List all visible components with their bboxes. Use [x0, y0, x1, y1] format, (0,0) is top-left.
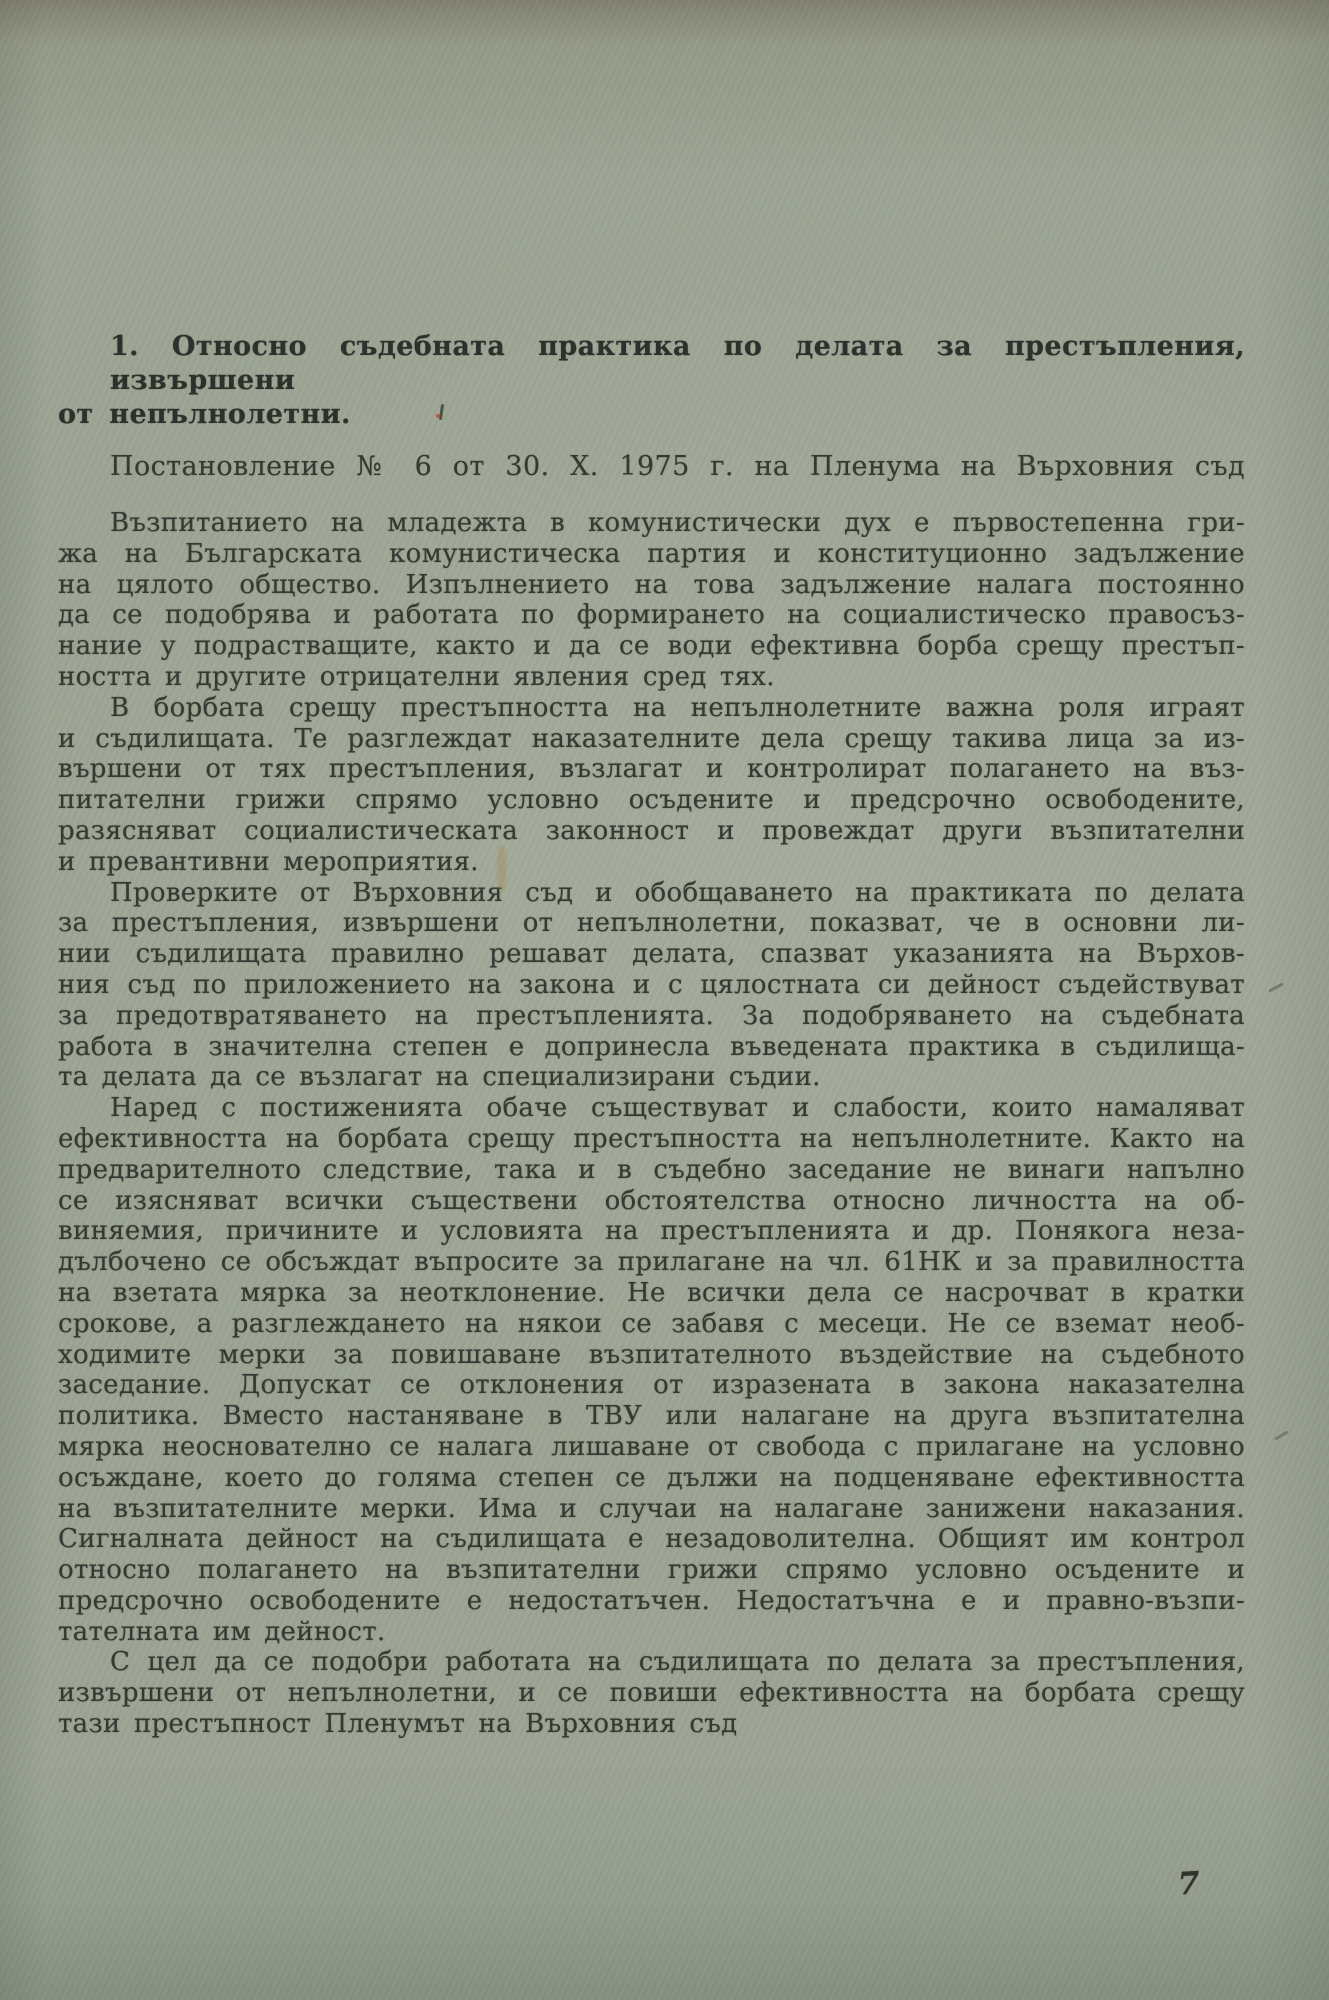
page-number: 7: [1177, 1865, 1201, 1903]
text-line: за престъпления, извършени от непълнолетни, показват, че в основни ли-: [58, 908, 1245, 939]
text-line: Проверките от Върховния съд и обобщаването на практиката по делата: [110, 877, 1245, 908]
text-line: тателната им дейност.: [58, 1616, 386, 1647]
text-line: на взетата мярка за неотклонение. Не всички дела се насрочват в кратки: [58, 1277, 1245, 1308]
decree-title: Постановление № 6 от 30. X. 1975 г. на Пленума на Върховния съд: [110, 451, 1245, 482]
text-line: разясняват социалистическата законност и провеждат други възпитателни: [58, 815, 1245, 846]
text-line: виняемия, причините и условията на престъпленията и др. Понякога неза-: [58, 1216, 1245, 1247]
text-line: за предотвратяването на престъпленията. За подобряването на съдебната: [58, 1000, 1245, 1031]
text-line: се изясняват всички съществени обстоятелства относно личността на об-: [58, 1185, 1245, 1216]
text-line: ността и другите отрицателни явления сред тях.: [58, 661, 775, 692]
text-line: относно полагането на възпитателни грижи спрямо условно осъдените и: [58, 1555, 1245, 1586]
paragraph: [58, 693, 1245, 878]
text-line: питателни грижи спрямо условно осъдените и предсрочно освободените,: [58, 785, 1245, 816]
text-line: осъждане, което до голяма степен се дължи на подценяване ефективността: [58, 1462, 1245, 1493]
body-text: [58, 508, 1245, 1740]
text-line: дълбочено се обсъждат въпросите за прилагане на чл. 61НК и за правилността: [58, 1247, 1245, 1278]
text-line: от непълнолетни.: [58, 399, 351, 430]
text-line: предварителното следствие, така и в съдебно заседание не винаги напълно: [58, 1154, 1245, 1185]
text-line: и съдилищата. Те разглеждат наказателните дела срещу такива лица за из-: [58, 723, 1245, 754]
text-line: Наред с постиженията обаче съществуват и слабости, които намаляват: [110, 1093, 1245, 1124]
text-line: Сигналната дейност на съдилищата е незадоволителна. Общият им контрол: [58, 1524, 1245, 1555]
text-line: ефективността на борбата срещу престъпността на непълнолетните. Както на: [58, 1123, 1245, 1154]
text-line: тази престъпност Пленумът на Върховния съд: [58, 1709, 738, 1740]
paragraph: [58, 508, 1245, 693]
text-line: да се подобрява и работата по формирането на социалистическо правосъз-: [58, 600, 1245, 631]
text-line: политика. Вместо настаняване в ТВУ или налагане на друга възпитателна: [58, 1401, 1245, 1432]
text-line: С цел да се подобри работата на съдилищата по делата за престъпления,: [110, 1647, 1245, 1678]
text-line: та делата да се възлагат на специализирани съдии.: [58, 1062, 821, 1093]
text-line: ходимите мерки за повишаване възпитателното въздействие на съдебното: [58, 1339, 1245, 1370]
text-line: жа на Българската комунистическа партия и конституционно задължение: [58, 538, 1245, 569]
text-line: вършени от тях престъпления, възлагат и контролират полагането на въз-: [58, 754, 1245, 785]
text-line: предсрочно освободените е недостатъчен. Недостатъчна е и правно-възпи-: [58, 1585, 1245, 1616]
text-line: извършени от непълнолетни, и се повиши ефективността на борбата срещу: [58, 1678, 1245, 1709]
text-line: мярка неоснователно се налага лишаване от свобода с прилагане на условно: [58, 1431, 1245, 1462]
text-line: ния съд по приложението на закона и с цялостната си дейност съдействуват: [58, 969, 1245, 1000]
paragraph: [58, 330, 1245, 432]
paragraph: [58, 1647, 1245, 1739]
text-line: на цялото общество. Изпълнението на това задължение налага постоянно: [58, 569, 1245, 600]
paragraph: [58, 1093, 1245, 1647]
pencil-mark: [1268, 982, 1284, 992]
paragraph: [58, 878, 1245, 1094]
text-line: Възпитанието на младежта в комунистически дух е първостепенна гри-: [110, 508, 1245, 538]
pencil-mark: [1274, 1430, 1288, 1440]
text-line: срокове, а разглеждането на някои се забавя с месеци. Не се вземат необ-: [58, 1308, 1245, 1339]
text-line: 1. Относно съдебната практика по делата за престъпления, извършени: [110, 331, 1245, 396]
section-heading: [58, 330, 1245, 432]
text-line: нии съдилищата правилно решават делата, спазват указанията на Върхов-: [58, 939, 1245, 970]
text-line: и превантивни мероприятия.: [58, 846, 479, 877]
text-line: заседание. Допускат се отклонения от изразената в закона наказателна: [58, 1370, 1245, 1401]
text-line: В борбата срещу престъпността на непълнолетните важна роля играят: [110, 692, 1245, 723]
text-line: работа в значителна степен е допринесла въведената практика в съдилища-: [58, 1031, 1245, 1062]
text-line: на възпитателните мерки. Има и случаи на налагане занижени наказания.: [58, 1493, 1245, 1524]
text-line: нание у подрастващите, както и да се води ефективна борба срещу престъп-: [58, 631, 1245, 662]
